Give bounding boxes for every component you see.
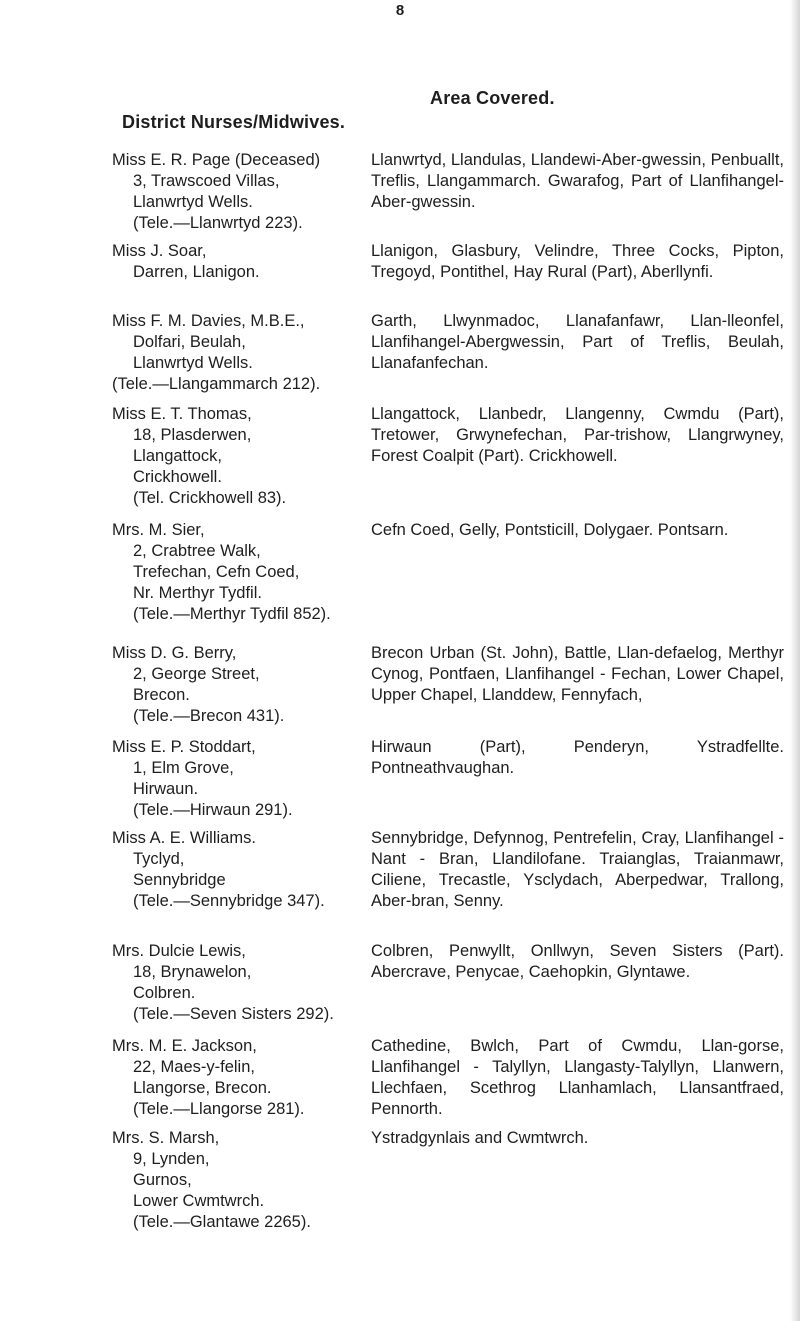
nurse-address-line: Darren, Llanigon. — [133, 263, 260, 281]
nurse-telephone: (Tele.—Merthyr Tydfil 852). — [133, 605, 331, 623]
nurse-name: Mrs. M. Sier, — [112, 521, 205, 539]
nurse-details — [112, 828, 372, 912]
nurse-details — [112, 941, 372, 1025]
nurse-details — [112, 520, 372, 625]
nurse-name: Miss D. G. Berry, — [112, 644, 237, 662]
nurse-address-line: 2, George Street, — [133, 665, 260, 683]
nurse-address-line: 18, Brynawelon, — [133, 963, 252, 981]
nurse-details — [112, 404, 372, 509]
page-edge-shadow — [790, 0, 800, 1321]
nurse-address-line: Llanwrtyd Wells. — [133, 354, 253, 372]
area-covered-text: Cefn Coed, Gelly, Pontsticill, Dolygaer. Pontsarn. — [371, 521, 729, 539]
nurse-telephone: (Tele.—Sennybridge 347). — [133, 892, 325, 910]
area-covered-text: Cathedine, Bwlch, Part of Cwmdu, Llan-gorse, Llanfihangel - Talyllyn, Llangasty-Talyllyn, Llanwern, Llechfaen, Scethrog Llanhamlach, Llansantfraed, Pennorth. — [371, 1037, 784, 1118]
nurse-address-line: Llangattock, — [133, 447, 222, 465]
nurse-telephone: (Tele.—Llanwrtyd 223). — [133, 214, 303, 232]
area-covered-text: Garth, Llwynmadoc, Llanafanfawr, Llan-lleonfel, Llanfihangel-Abergwessin, Part of Treflis, Beulah, Llanafanfechan. — [371, 312, 784, 372]
nurse-telephone: (Tele.—Seven Sisters 292). — [133, 1005, 334, 1023]
district-nurses-heading: District Nurses/Midwives. — [122, 112, 346, 132]
nurse-address-line: Dolfari, Beulah, — [133, 333, 246, 351]
nurse-name: Mrs. S. Marsh, — [112, 1129, 220, 1147]
nurse-details — [112, 1128, 372, 1233]
nurse-name: Miss F. M. Davies, M.B.E., — [112, 312, 305, 330]
nurse-address-line: Colbren. — [133, 984, 196, 1002]
nurse-address-line: Crickhowell. — [133, 468, 222, 486]
nurse-name: Miss J. Soar, — [112, 242, 207, 260]
nurse-address-line: Llangorse, Brecon. — [133, 1079, 272, 1097]
nurse-name: Miss E. T. Thomas, — [112, 405, 252, 423]
nurse-details — [112, 311, 372, 395]
nurse-details — [112, 643, 372, 727]
area-covered-text: Llanwrtyd, Llandulas, Llandewi-Aber-gwessin, Penbuallt, Treflis, Llangammarch. Gwarafog, Part of Llanfihangel-Aber-gwessin. — [371, 151, 784, 211]
nurse-address-line: Lower Cwmtwrch. — [133, 1192, 265, 1210]
nurse-address-line: 18, Plasderwen, — [133, 426, 252, 444]
nurse-address-line: Sennybridge — [133, 871, 226, 889]
nurse-address-line: Trefechan, Cefn Coed, — [133, 563, 300, 581]
nurse-address-line: 1, Elm Grove, — [133, 759, 234, 777]
nurse-address-line: Llanwrtyd Wells. — [133, 193, 253, 211]
nurse-telephone: (Tele.—Llangorse 281). — [133, 1100, 305, 1118]
nurse-telephone: (Tele.—Glantawe 2265). — [133, 1213, 311, 1231]
area-covered-text: Llangattock, Llanbedr, Llangenny, Cwmdu (Part), Tretower, Grwynefechan, Par-trishow, Llangrwyney, Forest Coalpit (Part). Crickhowell. — [371, 405, 784, 465]
nurse-address-line: Brecon. — [133, 686, 190, 704]
area-covered-text: Colbren, Penwyllt, Onllwyn, Seven Sisters (Part). Abercrave, Penycae, Caehopkin, Glyntawe. — [371, 942, 784, 981]
nurse-telephone: (Tele.—Llangammarch 212). — [112, 375, 321, 393]
nurse-name: Miss A. E. Williams. — [112, 829, 256, 847]
nurse-address-line: 2, Crabtree Walk, — [133, 542, 261, 560]
nurse-name: Mrs. M. E. Jackson, — [112, 1037, 257, 1055]
nurse-address-line: Tyclyd, — [133, 850, 185, 868]
page-number: 8 — [395, 2, 405, 19]
nurse-telephone: (Tele.—Hirwaun 291). — [133, 801, 293, 819]
nurse-details — [112, 737, 372, 821]
area-covered-text: Hirwaun (Part), Penderyn, Ystradfellte. Pontneathvaughan. — [371, 738, 784, 777]
nurse-address-line: 9, Lynden, — [133, 1150, 210, 1168]
nurse-name: Miss E. P. Stoddart, — [112, 738, 256, 756]
nurse-name: Miss E. R. Page (Deceased) — [112, 151, 321, 169]
nurse-name: Mrs. Dulcie Lewis, — [112, 942, 246, 960]
area-covered-text: Ystradgynlais and Cwmtwrch. — [371, 1129, 589, 1147]
nurse-address-line: 3, Trawscoed Villas, — [133, 172, 280, 190]
area-covered-text: Brecon Urban (St. John), Battle, Llan-defaelog, Merthyr Cynog, Pontfaen, Llanfihangel - Fechan, Lower Chapel, Upper Chapel, Llanddew, Fennyfach, — [371, 644, 784, 704]
nurse-details — [112, 150, 372, 234]
nurse-details — [112, 1036, 372, 1120]
nurse-address-line: Gurnos, — [133, 1171, 192, 1189]
nurse-details — [112, 241, 372, 283]
nurse-address-line: 22, Maes-y-felin, — [133, 1058, 255, 1076]
nurse-telephone: (Tel. Crickhowell 83). — [133, 489, 287, 507]
area-covered-text: Llanigon, Glasbury, Velindre, Three Cocks, Pipton, Tregoyd, Pontithel, Hay Rural (Part), Aberllynfi. — [371, 242, 784, 281]
area-covered-heading: Area Covered. — [430, 88, 555, 108]
nurse-telephone: (Tele.—Brecon 431). — [133, 707, 285, 725]
nurse-address-line: Nr. Merthyr Tydfil. — [133, 584, 262, 602]
nurse-address-line: Hirwaun. — [133, 780, 199, 798]
area-covered-text: Sennybridge, Defynnog, Pentrefelin, Cray, Llanfihangel - Nant - Bran, Llandilofane. Traianglas, Traianmawr, Ciliene, Trecastle, Ysclydach, Aberpedwar, Trallong, Aber-bran, Senny. — [371, 829, 784, 910]
